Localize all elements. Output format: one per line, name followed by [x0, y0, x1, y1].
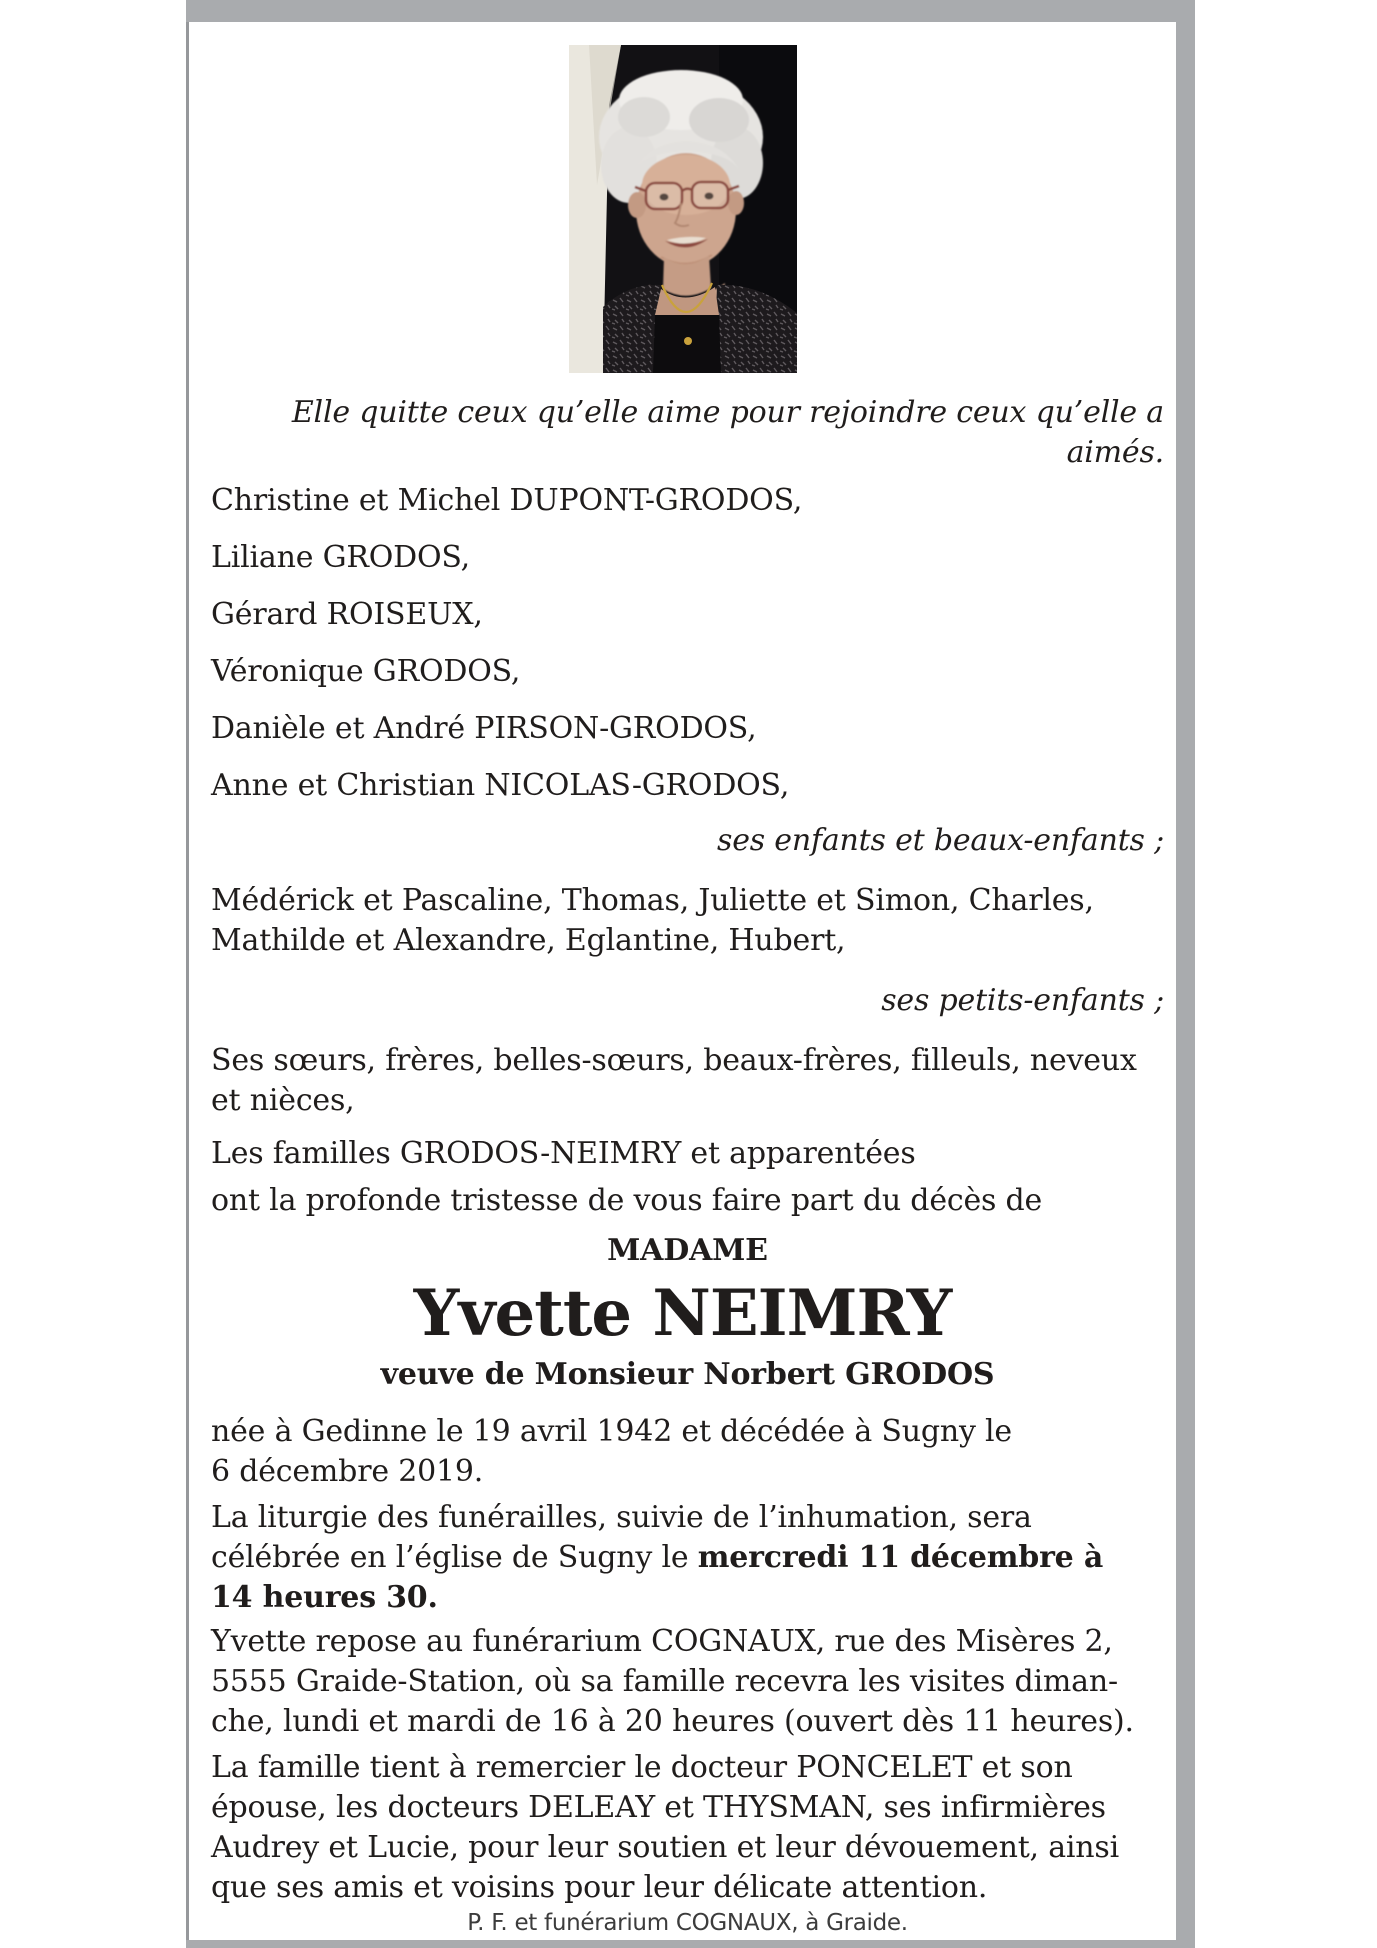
funeral-home-footer: P. F. et funérarium COGNAUX, à Graide.: [467, 1910, 908, 1936]
announcement-line: ont la profonde tristesse de vous faire part du décès de: [211, 1183, 1043, 1218]
funeral-service-paragraph: La liturgie des funérailles, suivie de l’inhumation, sera célébrée en l’église de Sugny le mercredi 11 décembre à 14 heures 30.: [211, 1500, 1104, 1615]
family-member-line: Véronique GRODOS,: [211, 654, 521, 689]
cardigan: [603, 285, 797, 373]
birth-death-paragraph: née à Gedinne le 19 avril 1942 et décédée à Sugny le 6 décembre 2019.: [211, 1414, 1012, 1489]
epitaph-quote: Elle quitte ceux qu’elle aime pour rejoindre ceux qu’elle a aimés.: [291, 395, 1164, 470]
siblings-paragraph: Ses sœurs, frères, belles-sœurs, beaux-frères, filleuls, neveux et nièces,: [211, 1043, 1137, 1118]
family-member-line: Gérard ROISEUX,: [211, 597, 483, 632]
grandchildren-names: Médérick et Pascaline, Thomas, Juliette et Simon, Charles, Mathilde et Alexandre, Eglantine, Hubert,: [211, 883, 1094, 958]
portrait-photo: [569, 45, 797, 373]
left-eye: [659, 194, 668, 201]
widow-subheading: veuve de Monsieur Norbert GRODOS: [380, 1357, 995, 1392]
thanks-paragraph: La famille tient à remercier le docteur PONCELET et son épouse, les docteurs DELEAY et THYSMAN, ses infirmières Audrey et Lucie, pour leur soutien et leur dévouement, ainsi que ses amis et voisins pour leur délicate attention.: [211, 1750, 1120, 1905]
family-member-line: Anne et Christian NICOLAS-GRODOS,: [211, 768, 790, 803]
repose-paragraph: Yvette repose au funérarium COGNAUX, rue des Misères 2, 5555 Graide-Station, où sa famille recevra les visites diman- che, lundi et mardi de 16 à 20 heures (ouvert dès 11 heures).: [211, 1624, 1134, 1739]
families-line: Les familles GRODOS-NEIMRY et apparentées: [211, 1136, 916, 1171]
deceased-name-heading: Yvette NEIMRY: [413, 1276, 952, 1351]
family-member-line: Danièle et André PIRSON-GRODOS,: [211, 711, 757, 746]
grandchildren-role-label: ses petits-enfants ;: [881, 983, 1164, 1018]
right-eye: [704, 193, 713, 200]
portrait-photo-illustration: [569, 45, 797, 373]
family-member-line: Christine et Michel DUPONT-GRODOS,: [211, 483, 803, 518]
madame-heading: MADAME: [607, 1233, 768, 1268]
obituary-card: [186, 22, 1176, 1940]
children-role-label: ses enfants et beaux-enfants ;: [717, 823, 1164, 858]
family-member-line: Liliane GRODOS,: [211, 540, 471, 575]
